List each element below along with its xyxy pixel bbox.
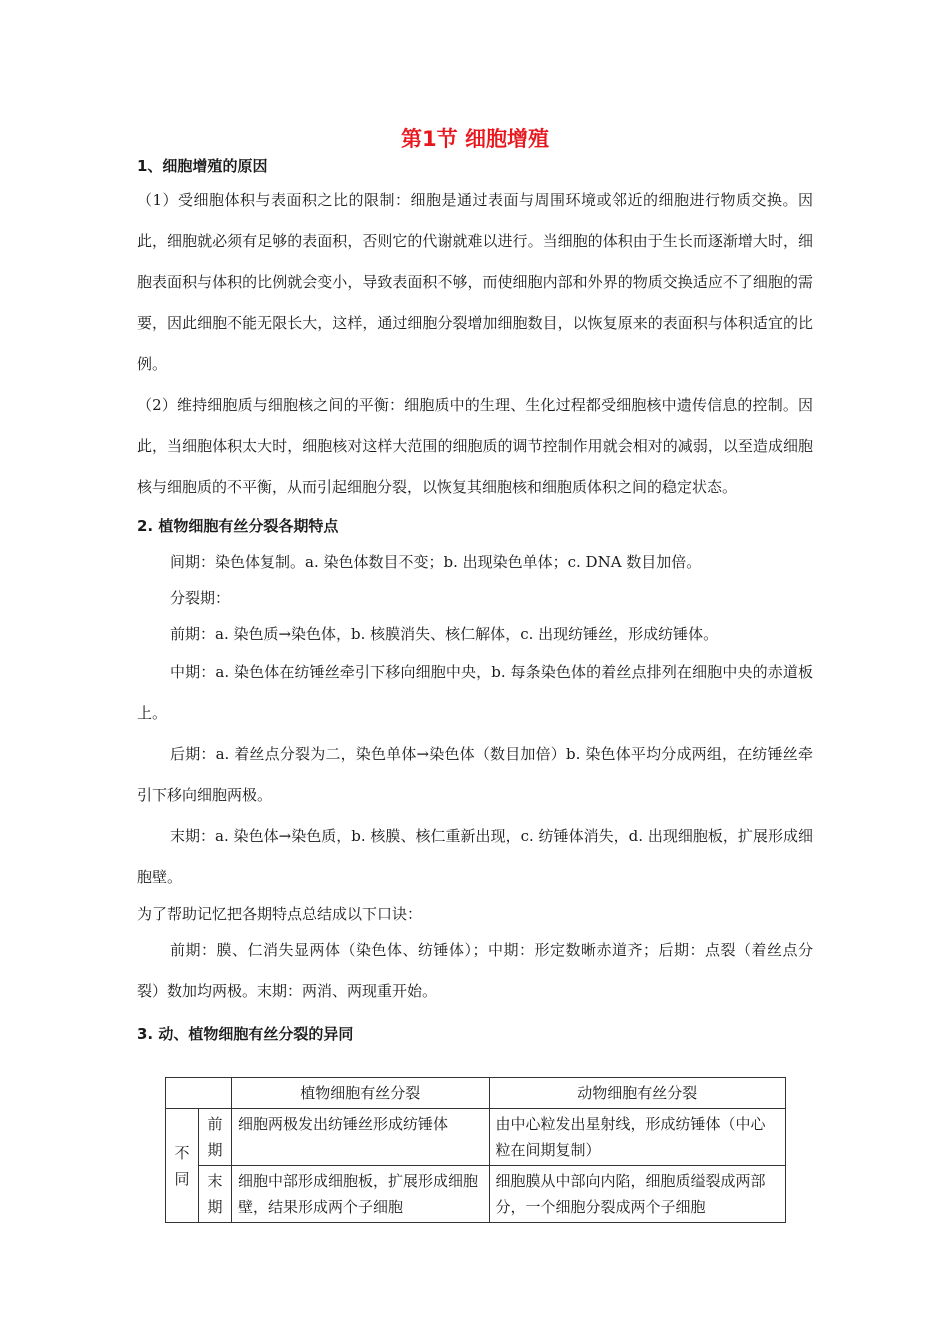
table-cell-plant: 细胞中部形成细胞板，扩展形成细胞壁，结果形成两个子细胞 [231, 1166, 489, 1223]
mitosis-label: 分裂期： [170, 589, 231, 607]
comparison-table [165, 1077, 786, 1223]
table-cell-plant: 细胞两极发出纺锤丝形成纺锤体 [231, 1109, 489, 1166]
section1-paragraph-2: （2）维持细胞质与细胞核之间的平衡：细胞质中的生理、生化过程都受细胞核中遗传信息的控制。因此，当细胞体积太大时，细胞核对这样大范围的细胞质的调节控制作用就会相对的减弱，以至造成细胞核与细胞质的不平衡，从而引起细胞分裂，以恢复其细胞核和细胞质体积之间的稳定状态。 [137, 396, 813, 496]
metaphase-text: 中期：a. 染色体在纺锤丝牵引下移向细胞中央，b. 每条染色体的着丝点排列在细胞中央的赤道板上。 [137, 663, 813, 722]
page-title: 第1节 细胞增殖 [401, 127, 549, 151]
table-phase-label: 前期 [198, 1109, 231, 1166]
table-cell-animal: 细胞膜从中部向内陷，细胞质缢裂成两部分，一个细胞分裂成两个子细胞 [489, 1166, 786, 1223]
table-corner-cell [166, 1078, 232, 1109]
mnemonic-text: 前期：膜、仁消失显两体（染色体、纺锤体）；中期：形定数晰赤道齐；后期：点裂（着丝点分裂）数加均两极。末期：两消、两现重开始。 [137, 941, 813, 1000]
table-phase-label: 末期 [198, 1166, 231, 1223]
table-header-animal: 动物细胞有丝分裂 [489, 1078, 786, 1109]
telophase-text: 末期：a. 染色体→染色质，b. 核膜、核仁重新出现，c. 纺锤体消失，d. 出现细胞板，扩展形成细胞壁。 [137, 827, 813, 886]
section3-heading: 3. 动、植物细胞有丝分裂的异同 [137, 1025, 354, 1043]
table-header-plant: 植物细胞有丝分裂 [231, 1078, 489, 1109]
table-group-label: 不同 [166, 1109, 199, 1223]
prophase-text: 前期：a. 染色质→染色体，b. 核膜消失、核仁解体，c. 出现纺锤丝，形成纺锤体。 [170, 625, 719, 643]
interphase-text: 间期：染色体复制。a. 染色体数目不变；b. 出现染色单体；c. DNA 数目加倍。 [170, 553, 702, 571]
mnemonic-intro: 为了帮助记忆把各期特点总结成以下口诀： [137, 905, 423, 923]
section2-heading: 2. 植物细胞有丝分裂各期特点 [137, 517, 339, 535]
table-header-row [166, 1078, 786, 1109]
table-row [166, 1166, 786, 1223]
document-body [137, 152, 813, 1048]
table-row [166, 1109, 786, 1166]
section1-heading: 1、细胞增殖的原因 [137, 157, 268, 175]
table-cell-animal: 由中心粒发出星射线，形成纺锤体（中心粒在间期复制） [489, 1109, 786, 1166]
anaphase-text: 后期：a. 着丝点分裂为二，染色单体→染色体（数目加倍）b. 染色体平均分成两组，在纺锤丝牵引下移向细胞两极。 [137, 745, 813, 804]
section1-paragraph-1: （1）受细胞体积与表面积之比的限制：细胞是通过表面与周围环境或邻近的细胞进行物质交换。因此，细胞就必须有足够的表面积，否则它的代谢就难以进行。当细胞的体积由于生长而逐渐增大时，细胞表面积与体积的比例就会变小，导致表面积不够，而使细胞内部和外界的物质交换适应不了细胞的需要，因此细胞不能无限长大，这样，通过细胞分裂增加细胞数目，以恢复原来的表面积与体积适宜的比例。 [137, 191, 813, 373]
